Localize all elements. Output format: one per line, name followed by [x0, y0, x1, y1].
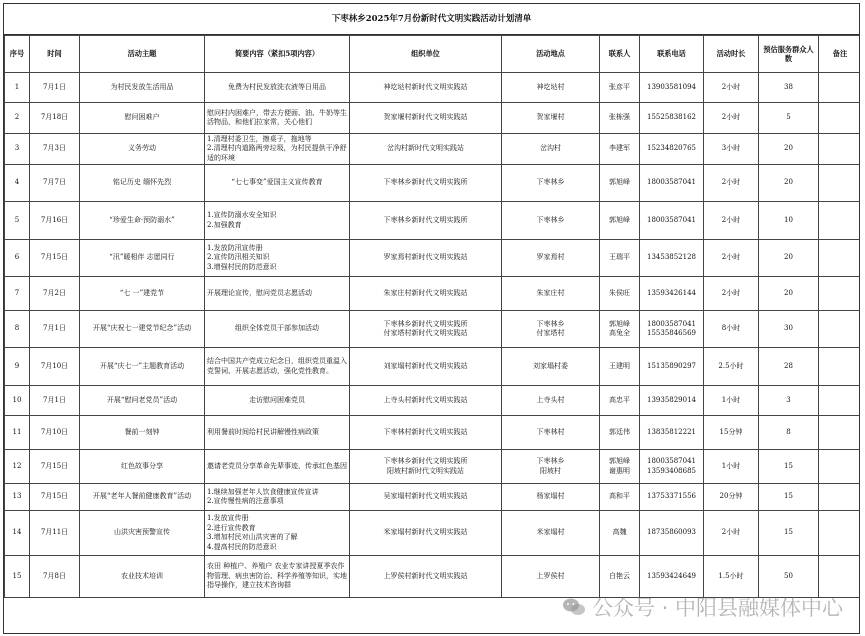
row-contact: 高魏 — [600, 511, 640, 556]
row-duration: 2.5小时 — [704, 348, 759, 386]
row-number: 10 — [5, 386, 30, 416]
row-note — [819, 556, 861, 598]
row-note — [819, 240, 861, 277]
header-no: 序号 — [5, 36, 30, 73]
row-contact: 张彦平 — [600, 73, 640, 103]
row-duration: 2小时 — [704, 240, 759, 277]
row-place: 罗家焉村 — [502, 240, 600, 277]
row-date: 7月2日 — [30, 277, 80, 311]
row-content: 农田 种植户、养殖户 农业专家讲授夏季农作物管理、病虫害防治、科学养殖等知识，实地指导操作，建立技术咨询群 — [205, 556, 350, 598]
row-duration: 2小时 — [704, 165, 759, 202]
row-org: 下枣林乡新时代文明实践所 付家塔村新时代文明实践站 — [350, 311, 502, 348]
row-people: 50 — [759, 556, 819, 598]
table-row — [5, 134, 861, 165]
row-theme: “珍爱生命·预防溺水” — [80, 202, 205, 240]
header-date: 时间 — [30, 36, 80, 73]
row-number: 15 — [5, 556, 30, 598]
row-date: 7月16日 — [30, 202, 80, 240]
row-date: 7月15日 — [30, 240, 80, 277]
row-theme: 义务劳动 — [80, 134, 205, 165]
row-phone: 13753371556 — [640, 484, 704, 511]
row-duration: 2小时 — [704, 511, 759, 556]
row-date: 7月15日 — [30, 484, 80, 511]
header-note: 备注 — [819, 36, 861, 73]
row-duration: 2小时 — [704, 202, 759, 240]
row-place: 上罗侯村 — [502, 556, 600, 598]
row-content: 走访慰问困难党员 — [205, 386, 350, 416]
table-row — [5, 277, 861, 311]
row-theme: 开展“慰问老党员”活动 — [80, 386, 205, 416]
row-number: 13 — [5, 484, 30, 511]
header-contact: 联系人 — [600, 36, 640, 73]
row-date: 7月1日 — [30, 386, 80, 416]
row-duration: 2小时 — [704, 73, 759, 103]
row-date: 7月11日 — [30, 511, 80, 556]
row-note — [819, 450, 861, 484]
row-org: 贺家堰村新时代文明实践站 — [350, 103, 502, 134]
row-org: 下枣林村新时代文明实践站 — [350, 416, 502, 450]
row-date: 7月1日 — [30, 73, 80, 103]
row-content: 1.清理村委卫生，擦桌子，拖地等 2.清理村内道路两旁垃圾，为村民提供干净舒适的环境 — [205, 134, 350, 165]
row-contact: 白艳云 — [600, 556, 640, 598]
row-org: 下枣林乡新时代文明实践所 — [350, 202, 502, 240]
header-duration: 活动时长 — [704, 36, 759, 73]
row-number: 7 — [5, 277, 30, 311]
row-place: 杨家塌村 — [502, 484, 600, 511]
row-people: 20 — [759, 165, 819, 202]
row-theme: 开展“庆七一”主题教育活动 — [80, 348, 205, 386]
row-people: 3 — [759, 386, 819, 416]
row-content: 利用餐前时间给村民讲解慢性病政策 — [205, 416, 350, 450]
row-contact: 郭旭峰 高兔全 — [600, 311, 640, 348]
row-place: 下枣林乡 付家塔村 — [502, 311, 600, 348]
sheet-title: 下枣林乡2025年7月份新时代文明实践活动计划清单 — [4, 4, 859, 35]
activity-table — [4, 35, 860, 598]
row-note — [819, 73, 861, 103]
row-org: 上罗侯村新时代文明实践站 — [350, 556, 502, 598]
row-contact: 王瑞平 — [600, 240, 640, 277]
row-content: 组织全体党员干部参加活动 — [205, 311, 350, 348]
row-duration: 2小时 — [704, 277, 759, 311]
table-row — [5, 386, 861, 416]
row-contact: 朱侯旺 — [600, 277, 640, 311]
row-phone: 18003587041 — [640, 202, 704, 240]
row-note — [819, 311, 861, 348]
row-org: 岔沟村新时代文明实践站 — [350, 134, 502, 165]
row-theme: 红色故事分享 — [80, 450, 205, 484]
row-note — [819, 511, 861, 556]
table-row — [5, 73, 861, 103]
table-row — [5, 511, 861, 556]
row-phone: 13453852128 — [640, 240, 704, 277]
row-theme: 慰问困难户 — [80, 103, 205, 134]
row-people: 20 — [759, 277, 819, 311]
row-people: 38 — [759, 73, 819, 103]
row-phone: 13593426144 — [640, 277, 704, 311]
row-people: 10 — [759, 202, 819, 240]
row-content: 结合中国共产党成立纪念日，组织党员重温入党誓词、开展志愿活动，强化党性教育。 — [205, 348, 350, 386]
row-duration: 1小时 — [704, 386, 759, 416]
row-phone: 15234820765 — [640, 134, 704, 165]
table-row — [5, 484, 861, 511]
table-header-row — [5, 36, 861, 73]
row-theme: 山洪灾害预警宣传 — [80, 511, 205, 556]
row-people: 28 — [759, 348, 819, 386]
row-phone: 15135890297 — [640, 348, 704, 386]
header-content: 简要内容（紧扣5项内容） — [205, 36, 350, 73]
row-theme: “汛”暖相伴 志愿同行 — [80, 240, 205, 277]
row-content: 慰问村内困难户，带去方便面、油、牛奶等生活物品，和他们拉家常，关心他们 — [205, 103, 350, 134]
row-date: 7月7日 — [30, 165, 80, 202]
row-theme: 为村民发放生活用品 — [80, 73, 205, 103]
row-number: 6 — [5, 240, 30, 277]
row-theme: 开展“庆祝七一建党节纪念”活动 — [80, 311, 205, 348]
table-row — [5, 450, 861, 484]
row-contact: 郭廷伟 — [600, 416, 640, 450]
row-phone: 18003587041 15535846569 — [640, 311, 704, 348]
row-number: 4 — [5, 165, 30, 202]
row-place: 下枣林乡 — [502, 202, 600, 240]
row-phone: 18735860093 — [640, 511, 704, 556]
header-place: 活动地点 — [502, 36, 600, 73]
row-people: 20 — [759, 240, 819, 277]
row-number: 2 — [5, 103, 30, 134]
row-phone: 13935829014 — [640, 386, 704, 416]
row-phone: 13903581094 — [640, 73, 704, 103]
row-theme: 餐前一刻钟 — [80, 416, 205, 450]
row-place: 下枣林乡 — [502, 165, 600, 202]
row-phone: 15525838162 — [640, 103, 704, 134]
row-number: 1 — [5, 73, 30, 103]
row-number: 14 — [5, 511, 30, 556]
row-duration: 8小时 — [704, 311, 759, 348]
row-note — [819, 277, 861, 311]
header-phone: 联系电话 — [640, 36, 704, 73]
row-theme: “七 一”建党节 — [80, 277, 205, 311]
row-number: 8 — [5, 311, 30, 348]
row-org: 罗家焉村新时代文明实践站 — [350, 240, 502, 277]
row-contact: 王建明 — [600, 348, 640, 386]
header-theme: 活动主题 — [80, 36, 205, 73]
table-row — [5, 416, 861, 450]
row-contact: 郭旭峰 — [600, 165, 640, 202]
row-content: 1.继续加强老年人饮食健康宣传宣讲 2.宣传慢性病的注意事项 — [205, 484, 350, 511]
row-people: 15 — [759, 511, 819, 556]
row-people: 5 — [759, 103, 819, 134]
row-phone: 13835812221 — [640, 416, 704, 450]
row-org: 上寺头村新时代文明实践站 — [350, 386, 502, 416]
row-people: 15 — [759, 450, 819, 484]
row-number: 12 — [5, 450, 30, 484]
row-date: 7月1日 — [30, 311, 80, 348]
row-content: 1.宣传防溺水安全知识 2.加强教育 — [205, 202, 350, 240]
row-date: 7月8日 — [30, 556, 80, 598]
row-people: 30 — [759, 311, 819, 348]
activity-plan-sheet — [3, 3, 860, 634]
table-row — [5, 202, 861, 240]
row-place: 贺家堰村 — [502, 103, 600, 134]
row-place: 米家塌村 — [502, 511, 600, 556]
table-row — [5, 103, 861, 134]
row-note — [819, 134, 861, 165]
table-row — [5, 240, 861, 277]
row-phone: 13593424649 — [640, 556, 704, 598]
row-note — [819, 416, 861, 450]
row-place: 岔沟村 — [502, 134, 600, 165]
row-theme: 开展“老年人餐前健康教育”活动 — [80, 484, 205, 511]
row-note — [819, 103, 861, 134]
row-place: 下枣林乡 阳坡村 — [502, 450, 600, 484]
table-row — [5, 165, 861, 202]
row-number: 3 — [5, 134, 30, 165]
row-theme: 农业技术培训 — [80, 556, 205, 598]
row-duration: 15分钟 — [704, 416, 759, 450]
row-duration: 1.5小时 — [704, 556, 759, 598]
table-row — [5, 348, 861, 386]
row-place: 刘家塌村委 — [502, 348, 600, 386]
table-row — [5, 556, 861, 598]
row-content: 邀请老党员分享革命先辈事迹，传承红色基因 — [205, 450, 350, 484]
watermark-text: 公众号 · 中阳县融媒体中心 — [591, 596, 843, 620]
row-org: 朱家庄村新时代文明实践站 — [350, 277, 502, 311]
row-contact: 张栋强 — [600, 103, 640, 134]
table-row — [5, 311, 861, 348]
header-people: 预估服务群众人数 — [759, 36, 819, 73]
row-org: 神圪垯村新时代文明实践站 — [350, 73, 502, 103]
row-org: 吴家塌村新时代文明实践站 — [350, 484, 502, 511]
row-contact: 李建军 — [600, 134, 640, 165]
row-note — [819, 348, 861, 386]
header-org: 组织单位 — [350, 36, 502, 73]
row-place: 下枣林村 — [502, 416, 600, 450]
row-content: 免费为村民发放洗衣液等日用品 — [205, 73, 350, 103]
row-duration: 20分钟 — [704, 484, 759, 511]
row-number: 9 — [5, 348, 30, 386]
row-duration: 2小时 — [704, 103, 759, 134]
row-date: 7月15日 — [30, 450, 80, 484]
row-org: 米家塌村新时代文明实践站 — [350, 511, 502, 556]
row-note — [819, 165, 861, 202]
row-duration: 1小时 — [704, 450, 759, 484]
row-people: 20 — [759, 134, 819, 165]
row-duration: 3小时 — [704, 134, 759, 165]
row-content: 1.发放宣传册 2.进行宣传教育 3.增加村民对山洪灾害的了解 4.提高村民的防范意识 — [205, 511, 350, 556]
row-date: 7月18日 — [30, 103, 80, 134]
row-contact: 高和平 — [600, 484, 640, 511]
row-phone: 18003587041 — [640, 165, 704, 202]
row-content: 1.发放防汛宣传册 2.宣传防汛相关知识 3.增强村民的防范意识 — [205, 240, 350, 277]
row-place: 朱家庄村 — [502, 277, 600, 311]
row-note — [819, 386, 861, 416]
row-people: 8 — [759, 416, 819, 450]
row-content: “七七事变”爱国主义宣传教育 — [205, 165, 350, 202]
row-note — [819, 484, 861, 511]
row-org: 下枣林乡新时代文明实践所 — [350, 165, 502, 202]
row-theme: 铭记历史 缅怀先烈 — [80, 165, 205, 202]
row-place: 上寺头村 — [502, 386, 600, 416]
row-content: 开展理论宣传，慰问党员志愿活动 — [205, 277, 350, 311]
row-date: 7月10日 — [30, 348, 80, 386]
row-note — [819, 202, 861, 240]
row-org: 下枣林乡新时代文明实践所 阳坡村新时代文明实践站 — [350, 450, 502, 484]
row-phone: 18003587041 13593408685 — [640, 450, 704, 484]
row-number: 11 — [5, 416, 30, 450]
row-org: 刘家塌村新时代文明实践站 — [350, 348, 502, 386]
row-contact: 郭旭峰 谢惠明 — [600, 450, 640, 484]
row-contact: 高忠平 — [600, 386, 640, 416]
row-number: 5 — [5, 202, 30, 240]
row-people: 15 — [759, 484, 819, 511]
row-date: 7月3日 — [30, 134, 80, 165]
row-date: 7月10日 — [30, 416, 80, 450]
row-contact: 郭旭峰 — [600, 202, 640, 240]
row-place: 神圪垯村 — [502, 73, 600, 103]
